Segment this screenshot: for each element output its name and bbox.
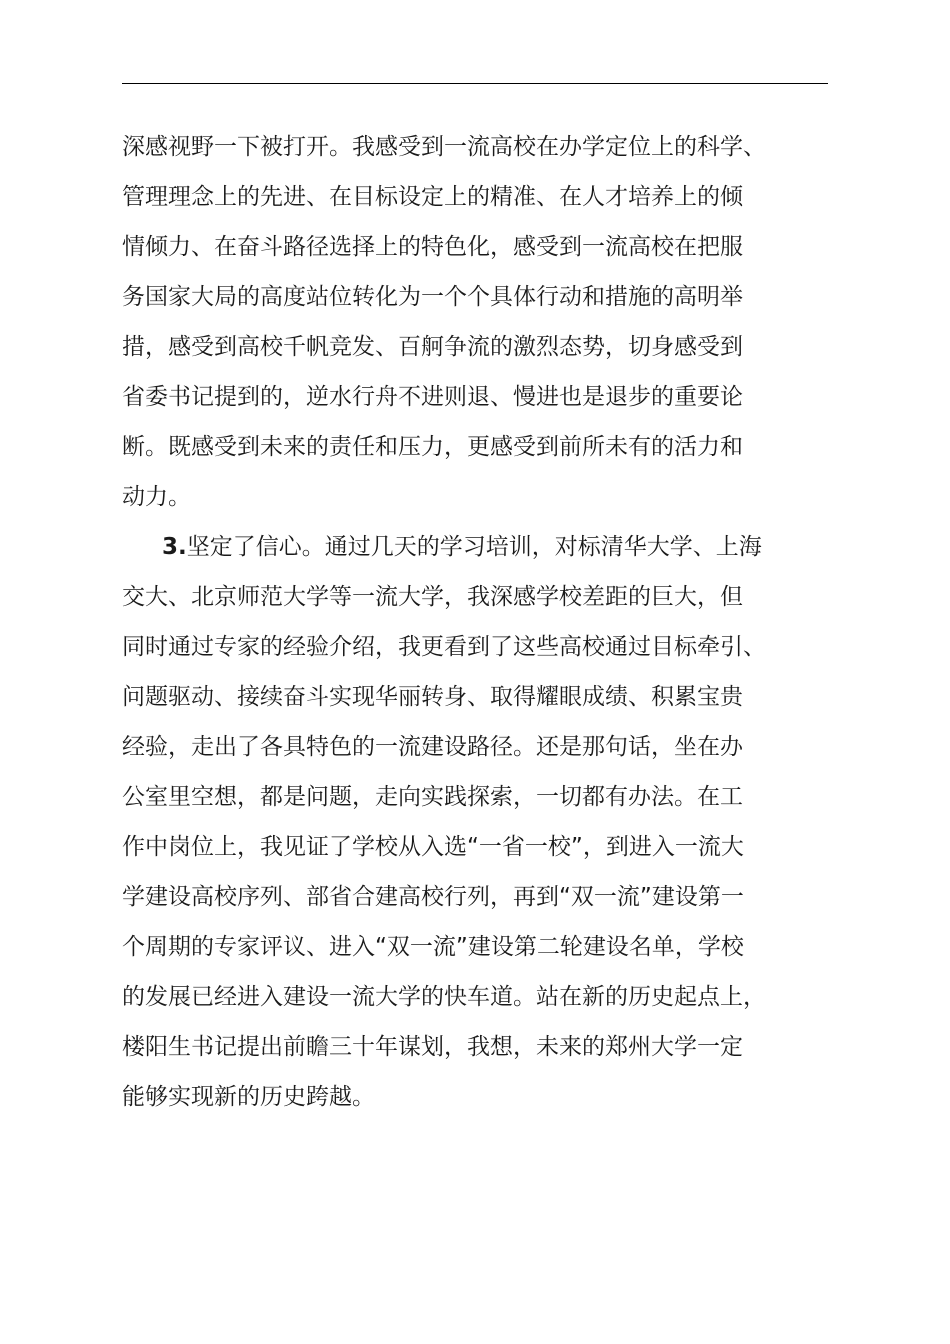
paragraph-first-line [122, 522, 834, 572]
text-line: 公室里空想，都是问题，走向实践探索，一切都有办法。在工 [122, 784, 743, 810]
text-line: 务国家大局的高度站位转化为一个个具体行动和措施的高明举 [122, 284, 743, 310]
header-rule [122, 83, 828, 84]
text-line: 交大、北京师范大学等一流大学，我深感学校差距的巨大，但 [122, 584, 743, 610]
text-line: 学建设高校序列、部省合建高校行列，再到“双一流”建设第一 [122, 884, 744, 910]
text-line: 措，感受到高校千帆竞发、百舸争流的激烈态势，切身感受到 [122, 334, 743, 360]
text-line: 经验，走出了各具特色的一流建设路径。还是那句话，坐在办 [122, 734, 743, 760]
item-number: 3. [162, 534, 187, 560]
text-line: 坚定了信心。通过几天的学习培训，对标清华大学、上海 [186, 534, 762, 560]
text-line: 能够实现新的历史跨越。 [122, 1084, 375, 1110]
text-line: 问题驱动、接续奋斗实现华丽转身、取得耀眼成绩、积累宝贵 [122, 684, 743, 710]
text-line: 管理理念上的先进、在目标设定上的精准、在人才培养上的倾 [122, 184, 743, 210]
text-line: 作中岗位上，我见证了学校从入选“一省一校”，到进入一流大 [122, 834, 744, 860]
text-line: 个周期的专家评议、进入“双一流”建设第二轮建设名单，学校 [122, 934, 744, 960]
text-line: 深感视野一下被打开。我感受到一流高校在办学定位上的科学、 [122, 134, 766, 160]
text-line: 断。既感受到未来的责任和压力，更感受到前所未有的活力和 [122, 434, 743, 460]
paragraph-1 [122, 122, 834, 522]
text-line: 的发展已经进入建设一流大学的快车道。站在新的历史起点上， [122, 984, 766, 1010]
document-body [122, 122, 834, 1122]
text-line: 动力。 [122, 484, 191, 510]
text-line: 同时通过专家的经验介绍，我更看到了这些高校通过目标牵引、 [122, 634, 766, 660]
text-line: 情倾力、在奋斗路径选择上的特色化，感受到一流高校在把服 [122, 234, 743, 260]
text-line: 楼阳生书记提出前瞻三十年谋划，我想，未来的郑州大学一定 [122, 1034, 743, 1060]
paragraph-2 [122, 522, 834, 1122]
text-line: 省委书记提到的，逆水行舟不进则退、慢进也是退步的重要论 [122, 384, 743, 410]
